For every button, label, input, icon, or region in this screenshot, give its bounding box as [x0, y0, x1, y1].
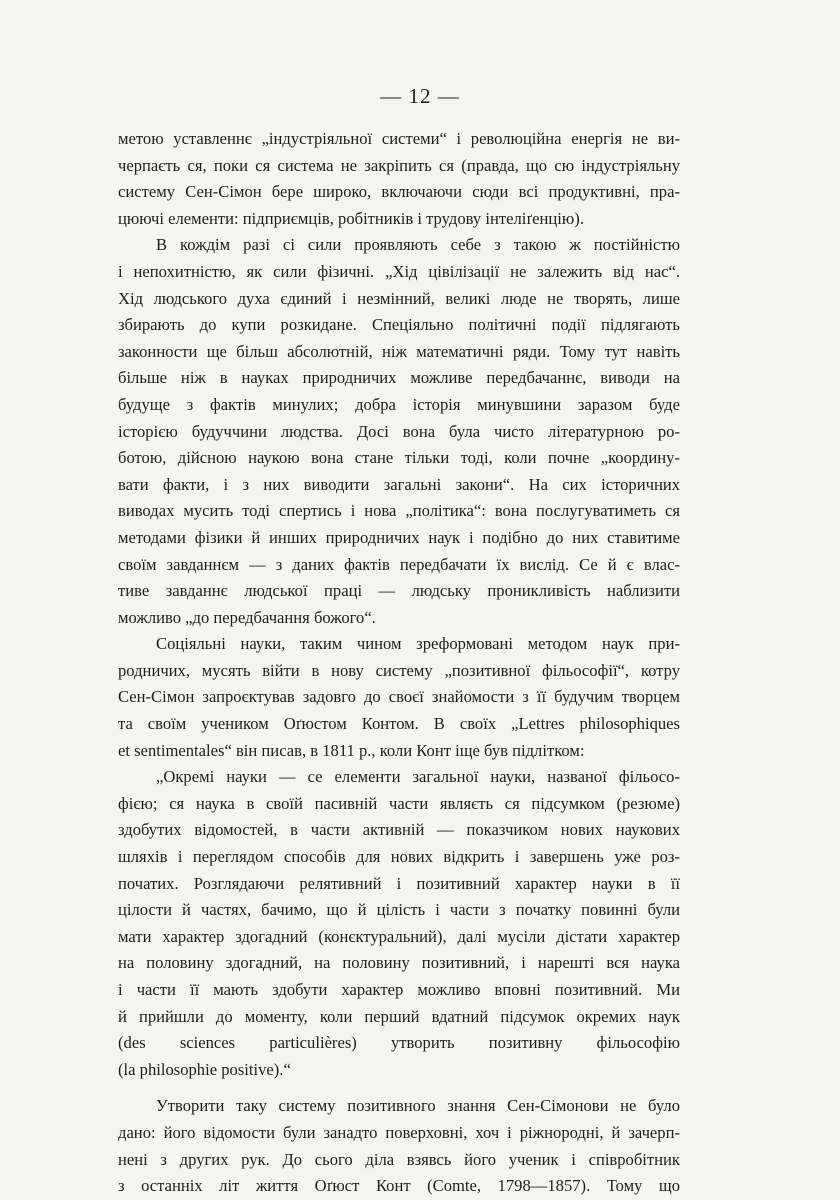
- text-line: et sentimentales“ він писав, в 1811 р., коли Конт іще був підлітком:: [118, 740, 585, 760]
- body-text: [118, 126, 680, 1200]
- text-line: на половину здогадний, на половину позитивний, і нарешті вся наука: [118, 953, 680, 973]
- text-line: здобутих відомостей, в части активній — показчиком нових наукових: [118, 820, 680, 840]
- paragraph: [118, 1093, 680, 1199]
- text-line: й прийшли до моменту, коли перший вдатний підсумок окремих наук: [118, 1006, 680, 1026]
- paragraph-gap: [118, 1083, 680, 1093]
- text-line: Хід людського духа єдиний і незмінний, великі люде не творять, лише: [118, 288, 680, 308]
- text-line: (la philosophie positive).“: [118, 1059, 291, 1079]
- text-line: більше ніж в науках природничих можливе передбачаннє, виводи на: [118, 368, 680, 388]
- page-number: — 12 —: [380, 84, 460, 108]
- text-line: метою уставленнє „індустріяльної системи“ і революційна енергія не ви-: [118, 129, 680, 148]
- paragraph: [118, 631, 680, 764]
- text-line: будуще з фактів минулих; добра історія минувшини заразом буде: [118, 394, 680, 414]
- text-line: збирають до купи розкидане. Спеціяльно політичні події підлягають: [118, 315, 680, 335]
- text-line: вати факти, і з них виводити загальні закони“. На сих історичних: [118, 474, 680, 494]
- text-line: дано: його відомости були занадто поверховні, хоч і ріжнородні, й зачерп-: [118, 1122, 680, 1142]
- text-line: (des sciences particulières) утворить позитивну фільософію: [118, 1033, 680, 1053]
- text-line: цілости й частях, бачимо, що й цілість і части з початку повинні були: [118, 900, 680, 920]
- paragraph: [118, 126, 680, 232]
- text-line: законности ще більш абсолютній, ніж математичні ряди. Тому тут навіть: [118, 341, 680, 361]
- text-line: Соціяльні науки, таким чином зреформовані методом наук при-: [156, 634, 680, 654]
- text-line: черпаєть ся, поки ся система не закріпить ся (правда, що сю індустріяльну: [118, 155, 680, 175]
- text-line: родничих, мусять війти в нову систему „позитивної фільософії“, котру: [118, 660, 680, 680]
- text-line: та своїм учеником Оґюстом Контом. В своїх „Lettres philosophiques: [118, 714, 680, 734]
- text-line: шляхів і переглядом способів для нових відкрить і завершень уже роз-: [118, 847, 680, 867]
- text-line: ботою, дійсною наукою вона стане тільки тоді, коли почне „координу-: [118, 448, 680, 468]
- text-line: і части її мають здобути характер можливо вповні позитивний. Ми: [118, 980, 680, 999]
- text-line: початих. Розглядаючи релятивний і позитивний характер науки в її: [118, 873, 680, 893]
- text-line: систему Сен-Сімон бере широко, включаючи сюди всі продуктивні, пра-: [118, 182, 680, 202]
- text-line: з останніх літ життя Оґюст Конт (Comte, 1798—1857). Тому що: [118, 1176, 680, 1196]
- text-line: методами фізики й инших природничих наук і подібно до них ставитиме: [118, 527, 680, 547]
- text-line: Сен-Сімон запроєктував задовго до своєї знайомости з її будучим творцем: [118, 687, 680, 707]
- text-line: Утворити таку систему позитивного знання Сен-Сімонови не було: [156, 1096, 680, 1116]
- text-line: можливо „до передбачання божого“.: [118, 607, 376, 627]
- text-line: цюючі елементи: підприємців, робітників і трудову інтеліґенцію).: [118, 208, 584, 228]
- text-line: мати характер здогадний (конєктуральний), далі мусіли дістати характер: [118, 926, 680, 946]
- quotation-paragraph: [118, 764, 680, 1083]
- text-line: історією будуччини людства. Досі вона була чисто літературною ро-: [118, 421, 680, 441]
- text-line: і непохитністю, як сили фізичні. „Хід цівілізації не залежить від нас“.: [118, 261, 680, 281]
- text-line: нені з других рук. До сього діла взявсь його ученик і співробітник: [118, 1149, 680, 1169]
- text-line: „Окремі науки — се елементи загальної науки, названої фільосо-: [156, 767, 680, 787]
- text-line: В кождім разі сі сили проявляють себе з такою ж постійністю: [156, 235, 680, 255]
- text-line: фією; ся наука в своїй пасивній части являєть ся підсумком (резюме): [118, 793, 680, 813]
- text-line: тиве завданнє людської праці — людську проникливість наблизити: [118, 581, 680, 601]
- text-line: виводах мусить тоді спертись і нова „політика“: вона послугуватиметь ся: [118, 501, 680, 521]
- text-line: своїм завданнєм — з даних фактів передбачати їх вислід. Се й є влас-: [118, 554, 680, 574]
- paragraph: [118, 232, 680, 631]
